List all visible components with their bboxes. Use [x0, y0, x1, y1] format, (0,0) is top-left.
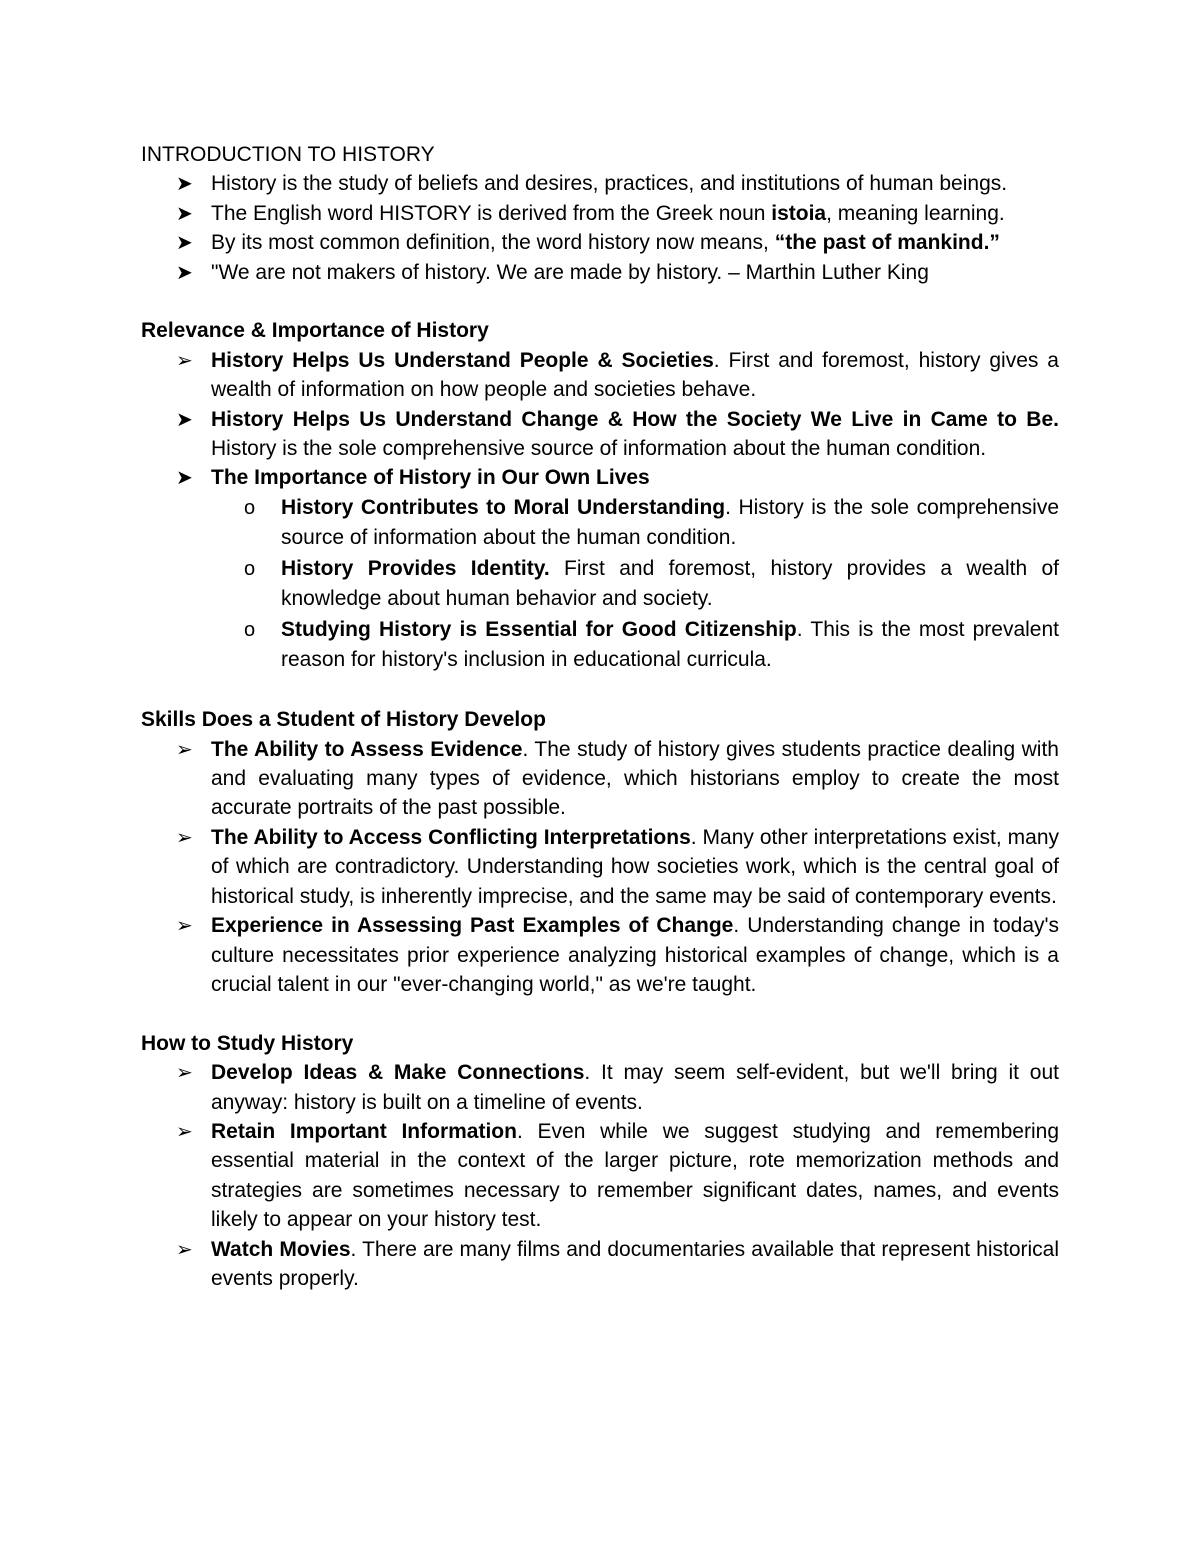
relevance-list: [141, 346, 1059, 676]
list-item: ➢ Watch Movies. There are many films and documentaries available that represent historical events properly.: [176, 1236, 1060, 1290]
arrow-bullet-icon: ➤: [176, 171, 193, 196]
sub-list-item: o Studying History is Essential for Good Citizenship. This is the most prevalent reason for history's inclusion in educational curricula.: [281, 615, 1059, 676]
arrow-bullet-icon: ➢: [176, 736, 193, 761]
introduction-list: [141, 169, 1059, 287]
list-item: ➢ Develop Ideas & Make Connections. It may seem self-evident, but we'll bring it out anyway: history is built on a timeline of events.: [176, 1060, 1059, 1114]
arrow-bullet-icon: ➤: [176, 465, 193, 490]
list-item: ➤ The English word HISTORY is derived from the Greek noun istoia, meaning learning.: [211, 199, 1059, 228]
list-item: ➢ The Ability to Access Conflicting Interpretations. Many other interpretations exist, many of which are contradictory. Understanding how societies work, which is the central goal of historical study, is inherently imprecise, and the same may be said of contemporary events.: [176, 824, 1059, 908]
section-heading-skills: Skills Does a Student of History Develop: [141, 708, 546, 732]
skills-list: [141, 735, 1059, 1000]
arrow-bullet-icon: ➤: [176, 259, 193, 284]
arrow-bullet-icon: ➢: [176, 1236, 193, 1261]
list-item: ➢ Experience in Assessing Past Examples of Change. Understanding change in today's culture necessitates prior experience analyzing historical examples of change, which is a crucial talent in our "ever-changing world," as we're taught.: [176, 913, 1060, 996]
arrow-bullet-icon: ➢: [176, 913, 193, 938]
list-item: ➤ "We are not makers of history. We are made by history. – Marthin Luther King: [211, 258, 1059, 287]
sub-list-item: o History Contributes to Moral Understanding. History is the sole comprehensive source of information about the human condition.: [281, 493, 1059, 554]
circle-bullet-icon: o: [244, 618, 256, 641]
arrow-bullet-icon: ➤: [176, 230, 193, 255]
arrow-bullet-icon: ➢: [176, 824, 193, 849]
spacer: [141, 287, 1059, 316]
document-body: [141, 140, 1059, 1293]
spacer: [141, 999, 1059, 1028]
how-to-study-list: [141, 1058, 1059, 1293]
circle-bullet-icon: o: [244, 496, 256, 519]
circle-bullet-icon: o: [244, 557, 256, 580]
list-item: ➤ By its most common definition, the word history now means, “the past of mankind.”: [211, 228, 1059, 257]
arrow-bullet-icon: ➢: [176, 1118, 193, 1143]
sub-list: [211, 493, 1059, 676]
list-item: ➢ Retain Important Information. Even while we suggest studying and remembering essential material in the context of the larger picture, rote memorization methods and strategies are sometimes necessary to remember significant dates, names, and events likely to appear on your history test.: [176, 1118, 1059, 1232]
section-heading-relevance: Relevance & Importance of History: [141, 319, 489, 343]
list-item: ➢ History Helps Us Understand People & Societies. First and foremost, history gives a wealth of information on how people and societies behave.: [176, 347, 1059, 402]
list-item: ➢ The Ability to Assess Evidence. The study of history gives students practice dealing with and evaluating many types of evidence, which historians employ to create the most accurate portraits of the past possible.: [176, 736, 1059, 820]
arrow-bullet-icon: ➤: [176, 200, 193, 225]
list-item: ➤ History Helps Us Understand Change & How the Society We Live in Came to Be. History is the sole comprehensive source of information about the human condition.: [176, 406, 1059, 461]
list-item: ➤ History is the study of beliefs and desires, practices, and institutions of human beings.: [211, 169, 1059, 198]
spacer: [141, 676, 1059, 705]
sub-list-item: o History Provides Identity. First and foremost, history provides a wealth of knowledge about human behavior and society.: [281, 554, 1059, 615]
list-item: ➤ The Importance of History in Our Own Lives o History Contributes to Moral Understanding. History is the sole comprehensive source of information about the human condition. o History Provides Identity. First and foremost, history provides a wealth of knowledge about human behavior and society. o Studying History is Essential for Good Citizenship. This is the most prevalent reason for history's inclusion in educational curricula.: [211, 463, 1059, 675]
arrow-bullet-icon: ➢: [176, 347, 193, 372]
section-heading-how-to-study: How to Study History: [141, 1031, 354, 1055]
arrow-bullet-icon: ➢: [176, 1060, 193, 1085]
arrow-bullet-icon: ➤: [176, 406, 193, 431]
section-heading-introduction: INTRODUCTION TO HISTORY: [141, 143, 435, 166]
